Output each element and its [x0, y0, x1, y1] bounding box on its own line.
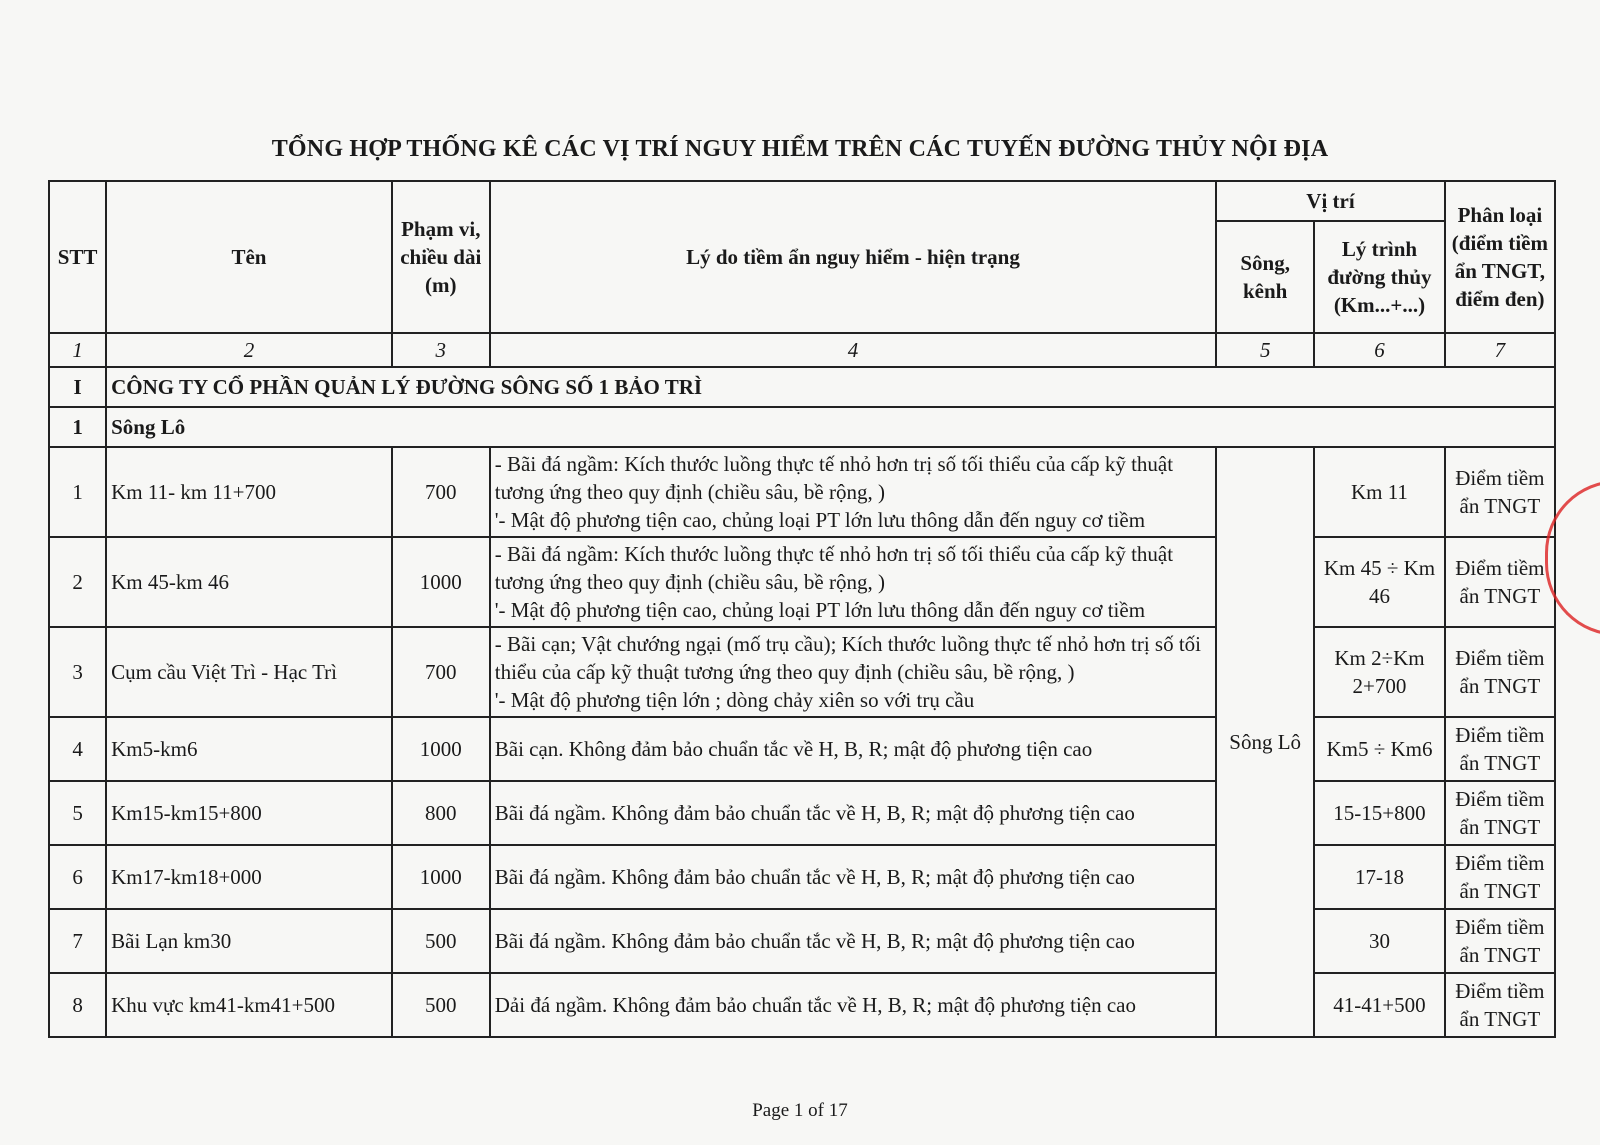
table-row — [49, 973, 1555, 1037]
row-classification: Điểm tiềm ẩn TNGT — [1445, 627, 1555, 717]
table-row — [49, 627, 1555, 717]
table-row — [49, 781, 1555, 845]
row-classification: Điểm tiềm ẩn TNGT — [1445, 909, 1555, 973]
subsection-number: 1 — [49, 407, 106, 447]
hazard-table — [48, 180, 1556, 1038]
river-name: Sông Lô — [1216, 447, 1314, 1037]
row-stt: 5 — [49, 781, 106, 845]
row-km: Km5 ÷ Km6 — [1314, 717, 1445, 781]
row-name: Km15-km15+800 — [106, 781, 392, 845]
row-range: 500 — [392, 973, 490, 1037]
reason-line: Bãi đá ngầm. Không đảm bảo chuẩn tắc về H, B, R; mật độ phương tiện cao — [494, 865, 1135, 889]
reason-line: Dải đá ngầm. Không đảm bảo chuẩn tắc về H, B, R; mật độ phương tiện cao — [494, 993, 1136, 1017]
row-name: Bãi Lạn km30 — [106, 909, 392, 973]
section-label: CÔNG TY CỔ PHẦN QUẢN LÝ ĐƯỜNG SÔNG SỐ 1 BẢO TRÌ — [106, 367, 1555, 407]
column-number: 2 — [106, 333, 392, 367]
row-range: 1000 — [392, 717, 490, 781]
row-name: Km17-km18+000 — [106, 845, 392, 909]
row-reason — [490, 781, 1216, 845]
reason-line: - Bãi cạn; Vật chướng ngại (mố trụ cầu); Kích thước luồng thực tế nhỏ hơn trị số tối thiểu của cấp kỹ thuật tương ứng theo quy định (chiều sâu, bề rộng, ) — [494, 632, 1202, 684]
row-name: Khu vực km41-km41+500 — [106, 973, 392, 1037]
row-km: 30 — [1314, 909, 1445, 973]
header-phan-loai: Phân loại (điểm tiềm ẩn TNGT, điểm đen) — [1445, 181, 1555, 333]
row-reason — [490, 537, 1216, 627]
row-classification: Điểm tiềm ẩn TNGT — [1445, 717, 1555, 781]
section-row — [49, 367, 1555, 407]
table-row — [49, 717, 1555, 781]
table-row — [49, 447, 1555, 537]
reason-line: '- Mật độ phương tiện cao, chủng loại PT lớn lưu thông dẫn đến nguy cơ tiềm — [494, 598, 1146, 622]
row-name: Km5-km6 — [106, 717, 392, 781]
row-reason — [490, 973, 1216, 1037]
row-km: 41-41+500 — [1314, 973, 1445, 1037]
column-number-row — [49, 333, 1555, 367]
row-classification: Điểm tiềm ẩn TNGT — [1445, 973, 1555, 1037]
reason-line: '- Mật độ phương tiện cao, chủng loại PT lớn lưu thông dẫn đến nguy cơ tiềm — [494, 508, 1146, 532]
page-number: Page 1 of 17 — [752, 1100, 848, 1121]
header-ly-trinh: Lý trình đường thủy (Km...+...) — [1314, 221, 1445, 333]
column-number: 4 — [490, 333, 1216, 367]
row-range: 800 — [392, 781, 490, 845]
row-reason — [490, 717, 1216, 781]
row-km: 15-15+800 — [1314, 781, 1445, 845]
row-reason — [490, 447, 1216, 537]
header-ly-do: Lý do tiềm ẩn nguy hiểm - hiện trạng — [490, 181, 1216, 333]
row-classification: Điểm tiềm ẩn TNGT — [1445, 537, 1555, 627]
column-number: 6 — [1314, 333, 1445, 367]
row-stt: 3 — [49, 627, 106, 717]
row-name: Cụm cầu Việt Trì - Hạc Trì — [106, 627, 392, 717]
row-stt: 1 — [49, 447, 106, 537]
reason-line: '- Mật độ phương tiện lớn ; dòng chảy xiên so với trụ cầu — [494, 688, 975, 712]
row-classification: Điểm tiềm ẩn TNGT — [1445, 447, 1555, 537]
row-name: Km 45-km 46 — [106, 537, 392, 627]
row-km: Km 45 ÷ Km 46 — [1314, 537, 1445, 627]
reason-line: - Bãi đá ngầm: Kích thước luồng thực tế nhỏ hơn trị số tối thiểu của cấp kỹ thuật tương ứng theo quy định (chiều sâu, bề rộng, ) — [494, 542, 1174, 594]
reason-line: Bãi cạn. Không đảm bảo chuẩn tắc về H, B, R; mật độ phương tiện cao — [494, 737, 1093, 761]
subsection-label: Sông Lô — [106, 407, 1555, 447]
row-name: Km 11- km 11+700 — [106, 447, 392, 537]
reason-line: - Bãi đá ngầm: Kích thước luồng thực tế nhỏ hơn trị số tối thiểu của cấp kỹ thuật tương ứng theo quy định (chiều sâu, bề rộng, ) — [494, 452, 1174, 504]
header-song-kenh: Sông, kênh — [1216, 221, 1314, 333]
row-stt: 8 — [49, 973, 106, 1037]
section-number: I — [49, 367, 106, 407]
row-range: 700 — [392, 627, 490, 717]
row-range: 500 — [392, 909, 490, 973]
row-reason — [490, 909, 1216, 973]
row-km: Km 11 — [1314, 447, 1445, 537]
row-stt: 4 — [49, 717, 106, 781]
row-km: Km 2÷Km 2+700 — [1314, 627, 1445, 717]
header-pham-vi: Phạm vi, chiều dài (m) — [392, 181, 490, 333]
page-title: TỔNG HỢP THỐNG KÊ CÁC VỊ TRÍ NGUY HIỂM TRÊN CÁC TUYẾN ĐƯỜNG THỦY NỘI ĐỊA — [271, 136, 1329, 162]
row-range: 1000 — [392, 537, 490, 627]
row-km: 17-18 — [1314, 845, 1445, 909]
row-classification: Điểm tiềm ẩn TNGT — [1445, 845, 1555, 909]
row-classification: Điểm tiềm ẩn TNGT — [1445, 781, 1555, 845]
column-number: 1 — [49, 333, 106, 367]
row-range: 700 — [392, 447, 490, 537]
table-row — [49, 909, 1555, 973]
row-stt: 7 — [49, 909, 106, 973]
table-row — [49, 845, 1555, 909]
row-stt: 2 — [49, 537, 106, 627]
row-reason — [490, 627, 1216, 717]
column-number: 3 — [392, 333, 490, 367]
row-reason — [490, 845, 1216, 909]
column-number: 7 — [1445, 333, 1555, 367]
reason-line: Bãi đá ngầm. Không đảm bảo chuẩn tắc về H, B, R; mật độ phương tiện cao — [494, 929, 1135, 953]
row-range: 1000 — [392, 845, 490, 909]
header-ten: Tên — [106, 181, 392, 333]
subsection-row — [49, 407, 1555, 447]
header-vi-tri: Vị trí — [1216, 181, 1445, 221]
table-row — [49, 537, 1555, 627]
reason-line: Bãi đá ngầm. Không đảm bảo chuẩn tắc về H, B, R; mật độ phương tiện cao — [494, 801, 1135, 825]
column-number: 5 — [1216, 333, 1314, 367]
header-stt: STT — [49, 181, 106, 333]
row-stt: 6 — [49, 845, 106, 909]
